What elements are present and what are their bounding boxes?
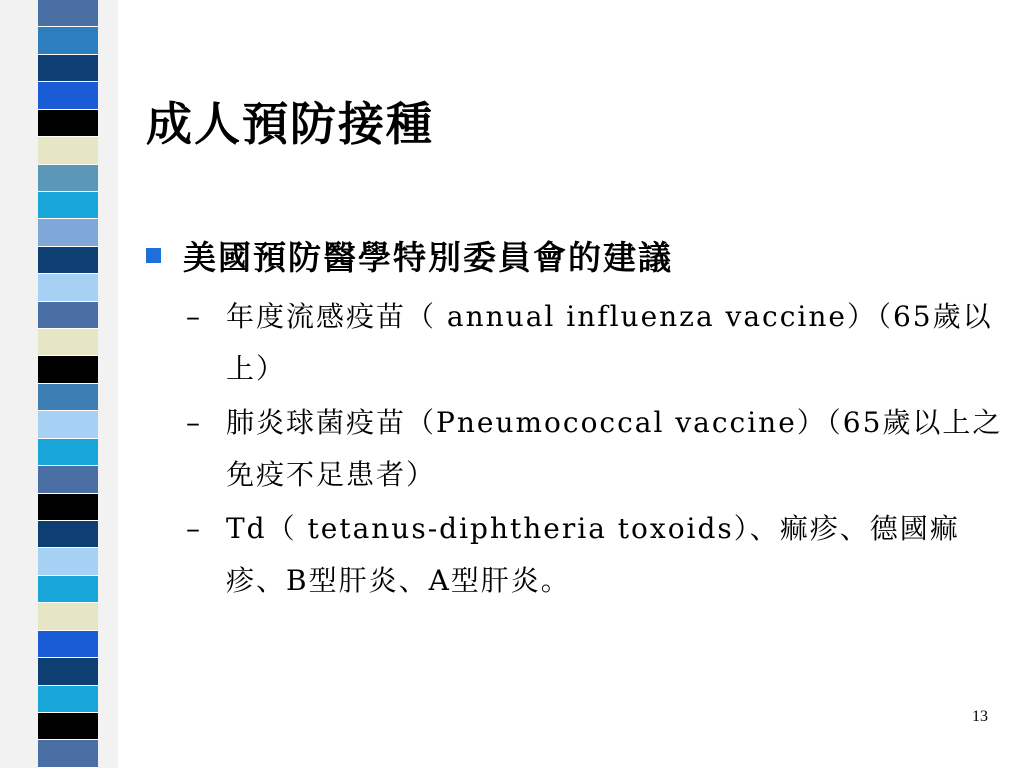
bullet-heading-row [146, 232, 1006, 279]
stripe-block [38, 27, 98, 54]
stripe-block [38, 439, 98, 466]
stripe-block [38, 411, 98, 438]
stripe-block [38, 548, 98, 575]
stripe-block [38, 521, 98, 548]
stripe-block [38, 137, 98, 164]
stripe-block [38, 110, 98, 137]
sub-item [146, 291, 1006, 395]
stripe-block [38, 576, 98, 603]
slide-body [146, 232, 1006, 609]
stripe-block [38, 192, 98, 219]
stripe-block [38, 713, 98, 740]
sub-item [146, 397, 1006, 501]
stripe-block [38, 631, 98, 658]
stripe-block [38, 274, 98, 301]
stripe-block [38, 356, 98, 383]
sub-item-text: 肺炎球菌疫苗（Pneumococcal vaccine）（65歲以上之免疫不足患者） [226, 406, 1003, 491]
decorative-stripe [0, 0, 118, 768]
stripe-block [38, 494, 98, 521]
stripe-block [38, 466, 98, 493]
stripe-block [38, 329, 98, 356]
bullet-heading: 美國預防醫學特別委員會的建議 [183, 238, 673, 277]
stripe-block [38, 247, 98, 274]
slide-title: 成人預防接種 [146, 97, 434, 151]
page-number: 13 [972, 708, 988, 725]
sub-item-text: Td（ tetanus-diphtheria toxoids）、痲疹、德國痲疹、B型肝炎、A型肝炎。 [226, 512, 960, 597]
stripe-block [38, 384, 98, 411]
sub-item-text: 年度流感疫苗（ annual influenza vaccine）（65歲以上） [226, 300, 993, 385]
stripe-block [38, 603, 98, 630]
square-bullet-icon [146, 248, 161, 263]
stripe-blocks [38, 0, 98, 768]
stripe-block [38, 686, 98, 713]
dash-marker: – [186, 300, 202, 333]
stripe-block [38, 55, 98, 82]
stripe-block [38, 740, 98, 767]
stripe-block [38, 658, 98, 685]
dash-marker: – [186, 512, 202, 545]
stripe-block [38, 302, 98, 329]
sub-item [146, 503, 1006, 607]
stripe-block [38, 219, 98, 246]
dash-marker: – [186, 406, 202, 439]
stripe-block [38, 82, 98, 109]
stripe-block [38, 0, 98, 27]
stripe-block [38, 165, 98, 192]
